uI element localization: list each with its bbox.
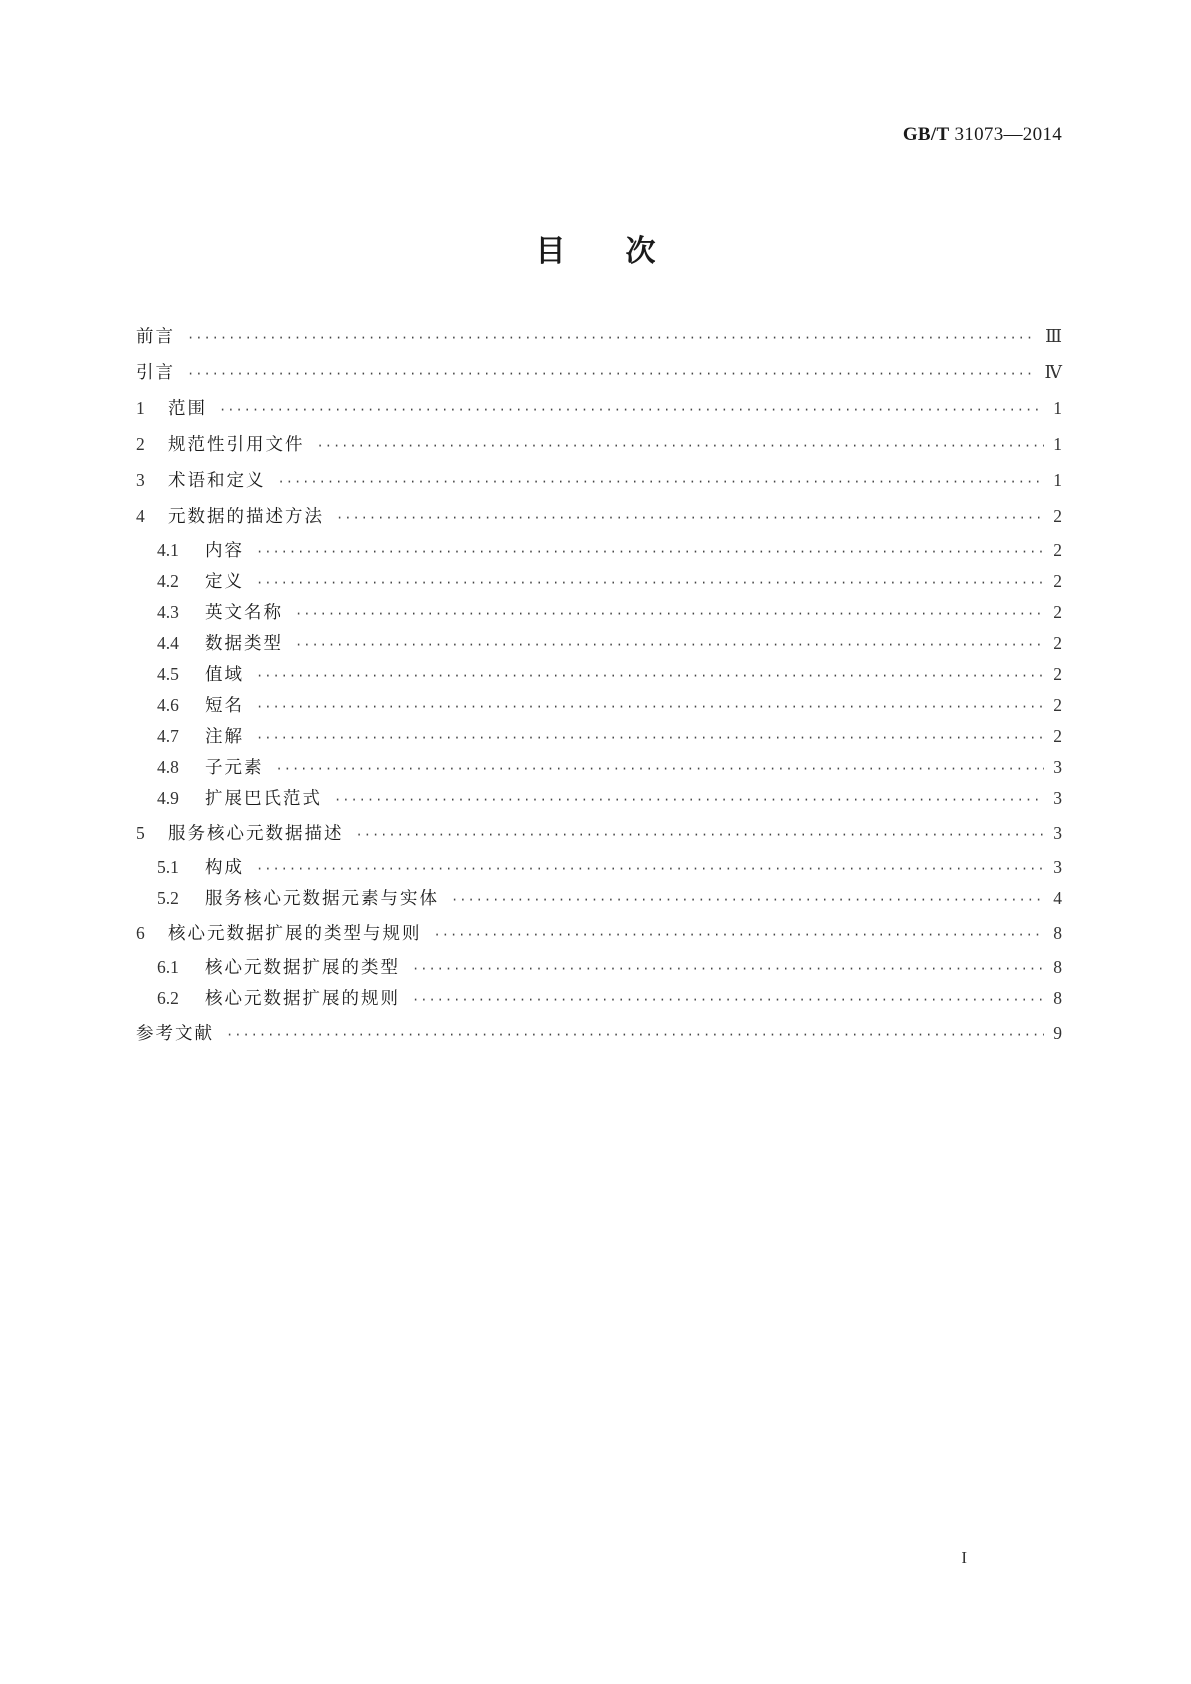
page-number: I xyxy=(961,1548,967,1567)
toc-entry-page: 8 xyxy=(1053,957,1062,977)
toc-entry-label: 术语和定义 xyxy=(168,471,266,491)
toc-entry-label: 构成 xyxy=(205,858,244,878)
dot-leader xyxy=(451,890,1044,911)
toc-entry-page: 3 xyxy=(1053,823,1062,843)
toc-entry-page: 3 xyxy=(1053,757,1062,777)
toc-entry-number: 4.5 xyxy=(157,664,179,684)
toc-entry-label: 数据类型 xyxy=(205,634,283,654)
toc-entry[interactable] xyxy=(136,398,1062,421)
toc-entry-number: 4.2 xyxy=(157,571,179,591)
toc-entry-page: 8 xyxy=(1053,988,1062,1008)
toc-entry[interactable] xyxy=(136,633,1062,656)
toc-entry-page: 2 xyxy=(1053,633,1062,653)
toc-entry[interactable] xyxy=(136,823,1062,846)
toc-entry[interactable] xyxy=(136,695,1062,718)
toc-entry-page: 2 xyxy=(1053,726,1062,746)
dot-leader xyxy=(336,508,1044,529)
toc-entry-number: 4.3 xyxy=(157,602,179,622)
toc-entry[interactable] xyxy=(136,757,1062,780)
toc-entry-number: 5 xyxy=(136,823,145,843)
dot-leader xyxy=(256,666,1044,687)
toc-entry[interactable] xyxy=(136,988,1062,1011)
toc-entry-page: 2 xyxy=(1053,664,1062,684)
dot-leader xyxy=(317,436,1045,457)
toc-entry-number: 5.2 xyxy=(157,888,179,908)
toc-entry-number: 4.7 xyxy=(157,726,179,746)
toc-entry-label: 扩展巴氏范式 xyxy=(205,789,322,809)
toc-entry-label: 规范性引用文件 xyxy=(168,435,305,455)
toc-entry-label: 短名 xyxy=(205,696,244,716)
toc-entry-label: 核心元数据扩展的类型 xyxy=(205,958,400,978)
toc-entry-label: 核心元数据扩展的类型与规则 xyxy=(168,924,422,944)
toc-entry[interactable] xyxy=(136,664,1062,687)
toc-entry[interactable] xyxy=(136,506,1062,529)
toc-entry-label: 英文名称 xyxy=(205,603,283,623)
dot-leader xyxy=(276,759,1045,780)
toc-entry[interactable] xyxy=(136,726,1062,749)
toc-entry-page: 2 xyxy=(1053,571,1062,591)
dot-leader xyxy=(412,959,1044,980)
toc-entry[interactable] xyxy=(136,923,1062,946)
toc-entry[interactable] xyxy=(136,1023,1062,1046)
toc-entry-number: 4.8 xyxy=(157,757,179,777)
standard-code xyxy=(903,124,1062,146)
dot-leader xyxy=(334,790,1044,811)
toc-entry-page: 2 xyxy=(1053,540,1062,560)
toc-entry-page: 2 xyxy=(1053,695,1062,715)
toc-entry-number: 5.1 xyxy=(157,857,179,877)
dot-leader xyxy=(256,728,1044,749)
dot-leader xyxy=(295,604,1044,625)
toc-entry-label: 服务核心元数据元素与实体 xyxy=(205,889,439,909)
dot-leader xyxy=(256,573,1044,594)
toc-entry-number: 6 xyxy=(136,923,145,943)
toc-entry-number: 4.6 xyxy=(157,695,179,715)
toc-entry-label: 值域 xyxy=(205,665,244,685)
toc-entry[interactable] xyxy=(136,362,1062,385)
toc-entry-number: 4.9 xyxy=(157,788,179,808)
toc-entry-number: 4 xyxy=(136,506,145,526)
toc-entry[interactable] xyxy=(136,434,1062,457)
toc-entry-label: 子元素 xyxy=(205,758,264,778)
toc-entry-page: 1 xyxy=(1053,470,1062,490)
toc-entry-page: 3 xyxy=(1053,857,1062,877)
toc-entry-label: 前言 xyxy=(136,327,175,347)
dot-leader xyxy=(295,635,1044,656)
toc-entry-label: 元数据的描述方法 xyxy=(168,507,324,527)
dot-leader xyxy=(256,542,1044,563)
table-of-contents xyxy=(136,326,1062,1046)
toc-entry-number: 6.2 xyxy=(157,988,179,1008)
toc-entry-page: Ⅳ xyxy=(1044,362,1062,382)
dot-leader xyxy=(187,328,1037,349)
dot-leader xyxy=(278,472,1045,493)
dot-leader xyxy=(412,990,1044,1011)
toc-entry-number: 6.1 xyxy=(157,957,179,977)
toc-entry[interactable] xyxy=(136,602,1062,625)
toc-entry-label: 定义 xyxy=(205,572,244,592)
toc-entry-page: 1 xyxy=(1053,398,1062,418)
toc-entry-label: 核心元数据扩展的规则 xyxy=(205,989,400,1009)
toc-entry[interactable] xyxy=(136,540,1062,563)
toc-title: 目次 xyxy=(535,234,716,269)
dot-leader xyxy=(356,825,1045,846)
dot-leader xyxy=(226,1025,1044,1046)
toc-entry-page: 1 xyxy=(1053,434,1062,454)
toc-entry-page: 9 xyxy=(1053,1023,1062,1043)
toc-entry-number: 2 xyxy=(136,434,145,454)
toc-entry-label: 参考文献 xyxy=(136,1024,214,1044)
toc-entry[interactable] xyxy=(136,888,1062,911)
standard-code-prefix: GB/T xyxy=(902,124,950,145)
toc-entry[interactable] xyxy=(136,470,1062,493)
toc-entry-page: 3 xyxy=(1053,788,1062,808)
dot-leader xyxy=(187,364,1037,385)
toc-entry-page: 4 xyxy=(1053,888,1062,908)
dot-leader xyxy=(256,859,1044,880)
toc-entry-label: 服务核心元数据描述 xyxy=(168,824,344,844)
dot-leader xyxy=(434,925,1045,946)
standard-code-number: 31073—2014 xyxy=(954,124,1062,145)
toc-entry-page: 2 xyxy=(1053,602,1062,622)
toc-entry-label: 范围 xyxy=(168,399,207,419)
toc-entry[interactable] xyxy=(136,957,1062,980)
toc-entry-number: 3 xyxy=(136,470,145,490)
toc-entry-page: 8 xyxy=(1053,923,1062,943)
toc-entry[interactable] xyxy=(136,571,1062,594)
toc-entry[interactable] xyxy=(136,326,1062,349)
toc-entry-number: 1 xyxy=(136,398,145,418)
toc-entry-page: Ⅲ xyxy=(1045,326,1062,346)
dot-leader xyxy=(219,400,1044,421)
toc-entry[interactable] xyxy=(136,857,1062,880)
toc-entry-label: 内容 xyxy=(205,541,244,561)
toc-entry-number: 4.1 xyxy=(157,540,179,560)
toc-entry[interactable] xyxy=(136,788,1062,811)
toc-entry-page: 2 xyxy=(1053,506,1062,526)
toc-entry-label: 注解 xyxy=(205,727,244,747)
toc-entry-number: 4.4 xyxy=(157,633,179,653)
dot-leader xyxy=(256,697,1044,718)
toc-entry-label: 引言 xyxy=(136,363,175,383)
